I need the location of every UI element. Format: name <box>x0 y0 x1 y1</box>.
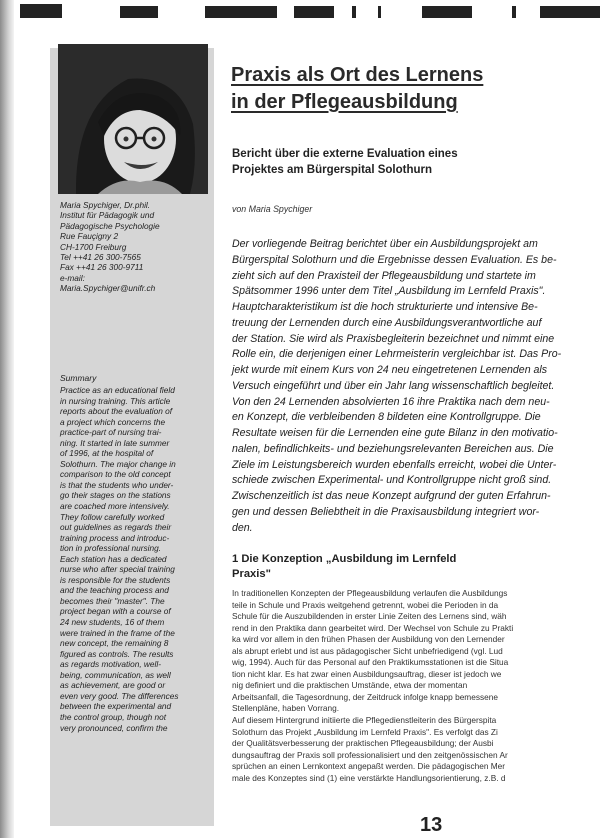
lead-line: Bürgerspital Solothurn und die Ergebnisse dessen Evaluation. Es be- <box>232 253 557 266</box>
body-line: Arbeitsanfall, die Tagesordnung, der Zeitdruck infolge knapp bemessene <box>232 691 498 702</box>
section-heading-line: Praxis" <box>232 568 271 580</box>
summary-line: Practice as an educational field <box>60 385 175 395</box>
page-number: 13 <box>420 814 443 836</box>
author-info-line: Institut für Pädagogik und <box>60 210 155 221</box>
summary-line: as regards motivation, well- <box>60 659 161 670</box>
article-byline: von Maria Spychiger <box>232 204 313 214</box>
lead-line: Hauptcharakteristikum ist die hoch strukturierte und intensive Be- <box>232 301 538 313</box>
body-line: der Qualitätsverbesserung der praktischen Pflegeausbildung; der Ausbi <box>232 738 494 749</box>
scan-left-edge <box>0 0 14 838</box>
summary-line: is that the students who under- <box>60 479 174 490</box>
summary-line: a project which concerns the <box>60 416 166 427</box>
article-body <box>232 588 604 784</box>
lead-line: Rolle ein, die derjenigen einer Lehrmeisterin vergleichbar ist. Das Pro- <box>232 348 562 361</box>
lead-line: der Station. Sie wird als Praxisbegleiterin bezeichnet und nimmt eine <box>232 332 555 345</box>
article-lead <box>232 237 602 536</box>
lead-line: Der vorliegende Beitrag berichtet über ein Ausbildungsprojekt am <box>232 238 538 250</box>
lead-line: en Konzept, die verbleibenden 8 bildeten eine Kontrollgruppe. Die <box>232 411 541 424</box>
body-line: nig definiert und die praktischen Umstände, etwa der momentan <box>232 680 468 691</box>
author-contact-info <box>60 200 210 294</box>
body-line: male des Konzeptes sind (1) eine verstärkte Handlungsorientierung, z.B. d <box>232 772 506 783</box>
summary-line: Solothurn. The major change in <box>60 458 176 469</box>
summary-heading: Summary <box>60 373 97 383</box>
summary-line: new concept, the remaining 8 <box>60 638 169 649</box>
author-info-line: Maria Spychiger, Dr.phil. <box>60 200 151 210</box>
author-photo-image <box>58 44 208 194</box>
lead-line: Versuch eingeführt und über ein Jahr lang wissenschaftlich begleitet. <box>232 379 555 392</box>
summary-line: even very good. The differences <box>60 690 179 701</box>
article-title-line: Praxis als Ort des Lernens <box>231 64 484 86</box>
lead-line: jekt wurde mit einem Kurs von 24 neu eingetretenen Lernenden als <box>232 364 548 376</box>
summary-line: were trained in the frame of the <box>60 627 175 638</box>
body-line: tion nicht klar. Es hat zwar einen Ausbildungsauftrag, dieser ist jedoch we <box>232 668 502 679</box>
summary-line: nurse who after special training <box>60 564 175 575</box>
article-subtitle <box>232 146 602 178</box>
lead-line: Von den 24 Lernenden absolvierten 16 ihre Praktika nach dem neu- <box>232 395 550 408</box>
body-line: wig, 1994). Auch für das Personal auf den Praktikumsstationen ist die Situa <box>232 657 509 668</box>
body-line: dungsauftrag der Praxis soll professionalisiert und den zeitgenössischen Ar <box>232 749 508 760</box>
lead-line: gen und dessen Beliebtheit in die Praxisausbildung integriert wor- <box>232 505 540 518</box>
body-line: sprüchen an einen Lernkontext angepaßt werden. Die pädagogischen Mer <box>232 761 506 772</box>
summary-line: the control group, though not <box>60 711 167 722</box>
article-subtitle-line: Projektes am Bürgerspital Solothurn <box>232 164 433 176</box>
summary-line: They follow carefully worked <box>60 511 165 522</box>
author-info-line: CH-1700 Freiburg <box>60 241 127 252</box>
article-title-line: in der Pflegeausbildung <box>231 91 458 113</box>
summary-line: practice-part of nursing trai- <box>60 427 162 438</box>
author-info-line: Tel ++41 26 300-7565 <box>60 252 141 263</box>
body-line: In traditionellen Konzepten der Pflegeausbildung verlaufen die Ausbildungs <box>232 588 508 598</box>
author-info-line: Pädagogische Psychologie <box>60 220 160 231</box>
lead-line: Ziele im Leistungsbereich wurden ebenfalls erreicht, wobei die Unter- <box>232 458 557 471</box>
article-subtitle-line: Bericht über die externe Evaluation eines <box>232 148 458 160</box>
summary-line: out guidelines as regards their <box>60 522 172 533</box>
summary-line: ning. It started in late summer <box>60 437 170 448</box>
summary-line: very pronounced, confirm the <box>60 722 168 733</box>
section-heading-line: 1 Die Konzeption „Ausbildung im Lernfeld <box>232 553 457 565</box>
summary-line: of 1996, at the hospital of <box>60 448 154 459</box>
lead-line: Resultate weisen für die Lernenden eine gute Bilanz in den motivatio- <box>232 427 558 439</box>
body-line: Auf diesem Hintergrund initiierte die Pflegedienstleiterin des Bürgerspita <box>232 715 497 726</box>
summary-line: in nursing training. This article <box>60 395 171 406</box>
lead-line: Spätsommer 1996 unter dem Titel „Ausbildung im Lernfeld Praxis". <box>232 285 546 298</box>
body-line: Stellenpläne, haben Vorrang. <box>232 703 340 714</box>
article-title <box>231 62 601 116</box>
author-info-line: Fax ++41 26 300-9711 <box>60 262 144 273</box>
section-heading <box>232 552 602 582</box>
author-info-line: e-mail: <box>60 272 85 283</box>
summary-line: being, communication, as well <box>60 669 171 680</box>
lead-line: den. <box>232 521 253 534</box>
lead-line: nalen, befindlichkeits- und beziehungsrelevanten Bereichen aus. Die <box>232 442 554 455</box>
summary-line: Each station has a dedicated <box>60 553 167 564</box>
body-line: Schule für die Auszubildenden in erster Linie Zeiten des Lernens sind, wäh <box>232 611 507 622</box>
summary-line: becomes their "master". The <box>60 595 165 606</box>
body-line: rend in den Praktika dann gearbeitet wird. Der Wechsel von Schule zu Prakti <box>232 622 514 633</box>
summary-line: 24 new students, 16 of them <box>60 617 165 628</box>
body-line: als abrupt erlebt und ist aus pädagogischer Sicht unbefriedigend (vgl. Lud <box>232 645 503 656</box>
body-line: ka wird vor allem in den frühen Phasen der Ausbildung von den Lernender <box>232 634 505 645</box>
summary-line: reports about the evaluation of <box>60 406 173 417</box>
summary-line: between the experimental and <box>60 701 172 712</box>
lead-line: treuung der Lernenden durch eine Ausbildungsverantwortliche auf <box>232 316 542 329</box>
summary-line: tion in professional nursing. <box>60 543 162 554</box>
lead-line: Zwischenzeitlich ist das neue Konzept aufgrund der guten Erfahrun- <box>232 490 551 502</box>
summary-text <box>60 385 210 733</box>
lead-line: schiede zwischen Experimental- und Kontrollgruppe nicht groß sind. <box>232 474 552 487</box>
author-email: Maria.Spychiger@unifr.ch <box>60 283 156 294</box>
summary-line: training process and introduc- <box>60 532 170 543</box>
summary-line: is responsible for the students <box>60 574 171 585</box>
lead-line: zieht sich auf den Praxisteil der Pflegeausbildung und startete im <box>232 269 536 282</box>
body-line: teile in Schule und Praxis weitgehend getrennt, wobei die Perioden in da <box>232 599 499 610</box>
summary-line: as achievement, are good or <box>60 680 166 691</box>
summary-line: are coached more intensively. <box>60 501 170 512</box>
summary-line: go their stages on the stations <box>60 490 171 501</box>
summary-line: comparison to the old concept <box>60 469 171 480</box>
summary-line: and the teaching process and <box>60 585 169 596</box>
summary-line: figured as controls. The results <box>60 648 174 659</box>
author-info-line: Rue Fauçigny 2 <box>60 231 119 242</box>
summary-line: project began with a course of <box>60 606 171 617</box>
author-photo <box>58 44 208 194</box>
top-decorative-bar <box>0 0 616 22</box>
body-line: Solothurn das Projekt „Ausbildung im Lernfeld Praxis". Es verfolgt das Zi <box>232 726 498 737</box>
